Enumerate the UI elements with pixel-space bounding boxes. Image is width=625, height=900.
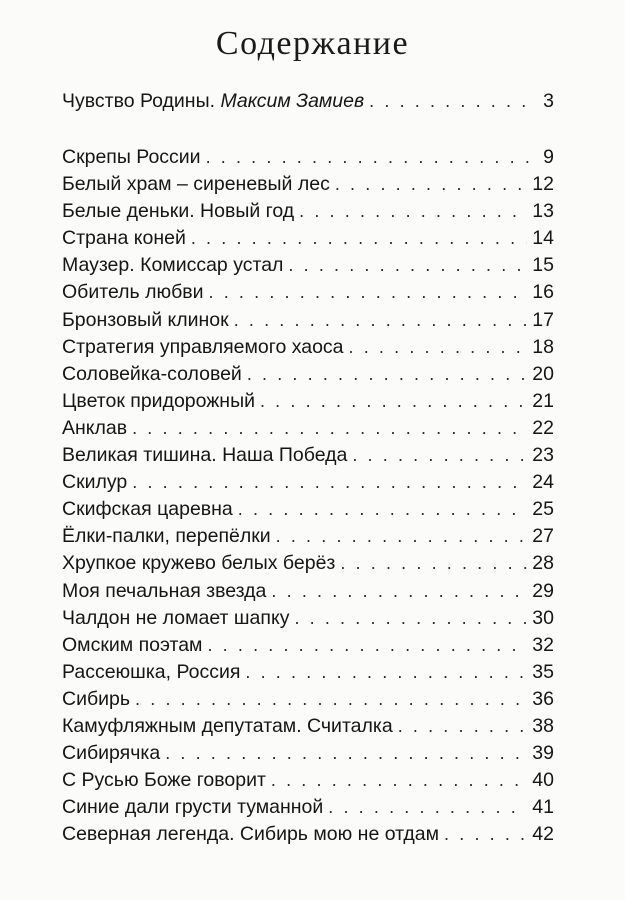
toc-entry-page: 23 xyxy=(532,444,554,467)
dot-leader xyxy=(234,307,528,334)
toc-entry xyxy=(62,334,554,361)
dot-leader xyxy=(349,334,528,361)
dot-leader xyxy=(369,88,538,115)
toc-entry-intro xyxy=(62,88,554,115)
toc-entry-page: 36 xyxy=(532,687,554,710)
toc-entry xyxy=(62,605,554,632)
toc-entry xyxy=(62,713,554,740)
toc-entry-page: 28 xyxy=(532,552,554,575)
toc-entry xyxy=(62,171,554,198)
toc-entry-title: Скифская царевна xyxy=(62,498,233,521)
dot-leader xyxy=(352,442,527,469)
toc-entry-page: 38 xyxy=(532,714,554,737)
toc-entry-title: Великая тишина. Наша Победа xyxy=(62,444,348,467)
toc-entry xyxy=(62,550,554,577)
toc-entry-page: 13 xyxy=(532,200,554,223)
dot-leader xyxy=(398,713,528,740)
toc-entry xyxy=(62,659,554,686)
toc-entry xyxy=(62,794,554,821)
toc-entry-title: Обитель любви xyxy=(62,281,204,304)
dot-leader xyxy=(238,496,528,523)
toc-entry-page: 39 xyxy=(532,742,554,765)
toc-entry-title: С Русью Боже говорит xyxy=(62,769,266,792)
dot-leader xyxy=(288,252,527,279)
toc-entry-title xyxy=(62,88,364,115)
toc-intro xyxy=(62,88,554,115)
toc-entry xyxy=(62,225,554,252)
dot-leader xyxy=(132,415,527,442)
dot-leader xyxy=(132,469,527,496)
toc-entry-title: Скрепы России xyxy=(62,146,201,168)
toc-entry-title: Ёлки-палки, перепёлки xyxy=(62,525,271,548)
dot-leader xyxy=(340,550,527,577)
toc-entry-title: Бронзовый клинок xyxy=(62,308,229,331)
toc-entry-title: Рассеюшка, Россия xyxy=(62,660,241,683)
toc-entry-page: 3 xyxy=(543,90,554,112)
toc-entry-page: 22 xyxy=(532,416,554,439)
toc-entry-title: Хрупкое кружево белых берёз xyxy=(62,552,336,575)
toc-entry-title: Северная легенда. Сибирь мою не отдам xyxy=(62,823,440,846)
toc-entry-title: Камуфляжным депутатам. Считалка xyxy=(62,714,393,737)
toc-entry xyxy=(62,767,554,794)
dot-leader xyxy=(191,225,527,252)
page-title: Содержание xyxy=(215,25,410,62)
dot-leader xyxy=(276,523,528,550)
dot-leader xyxy=(444,821,527,848)
toc-entry xyxy=(62,821,554,848)
toc-entry-title: Омским поэтам xyxy=(62,633,203,656)
toc-entry-title: Синие дали грусти туманной xyxy=(62,796,324,819)
toc-entry-title: Белые деньки. Новый год xyxy=(62,200,295,223)
toc-entry xyxy=(62,144,554,171)
toc-entry-page: 35 xyxy=(532,660,554,683)
toc-entry-page: 27 xyxy=(532,525,554,548)
toc-entry xyxy=(62,578,554,605)
dot-leader xyxy=(335,171,527,198)
toc-entry-title: Анклав xyxy=(62,416,128,439)
toc-entry xyxy=(62,442,554,469)
toc-entry xyxy=(62,252,554,279)
toc-entry-title: Соловейка-соловей xyxy=(62,362,242,385)
toc-entry-page: 32 xyxy=(532,633,554,656)
toc-entry-page: 15 xyxy=(532,254,554,277)
toc-entry xyxy=(62,523,554,550)
toc-entry-page: 24 xyxy=(532,471,554,494)
dot-leader xyxy=(328,794,527,821)
toc-entry-page: 18 xyxy=(532,335,554,358)
toc-entry-title: Белый храм – сиреневый лес xyxy=(62,173,330,196)
toc-entry-author: Максим Замиев xyxy=(220,90,365,112)
toc-list xyxy=(62,144,554,848)
dot-leader xyxy=(260,388,527,415)
toc-entry-page: 20 xyxy=(532,362,554,385)
toc-entry xyxy=(62,496,554,523)
toc-entry-title-text: Чувство Родины. xyxy=(62,90,216,112)
toc-entry-title: Сибирячка xyxy=(62,742,161,765)
toc-entry xyxy=(62,632,554,659)
toc-entry-page: 21 xyxy=(532,389,554,412)
toc-entry-page: 42 xyxy=(532,823,554,846)
toc-entry xyxy=(62,740,554,767)
dot-leader xyxy=(165,740,527,767)
toc-entry-page: 16 xyxy=(532,281,554,304)
toc-entry xyxy=(62,686,554,713)
toc-entry-page: 40 xyxy=(532,769,554,792)
toc-entry-title: Страна коней xyxy=(62,227,186,250)
toc-entry xyxy=(62,307,554,334)
toc-entry-page: 29 xyxy=(532,579,554,602)
toc-entry xyxy=(62,415,554,442)
toc-entry-title: Чалдон не ломает шапку xyxy=(62,606,290,629)
dot-leader xyxy=(206,144,539,171)
dot-leader xyxy=(135,686,527,713)
toc-entry-title: Сибирь xyxy=(62,687,131,710)
toc-entry-page: 17 xyxy=(532,308,554,331)
toc-entry xyxy=(62,388,554,415)
toc-entry-title: Скилур xyxy=(62,471,128,494)
dot-leader xyxy=(271,578,527,605)
toc-entry-page: 12 xyxy=(532,173,554,196)
toc-entry-page: 14 xyxy=(532,227,554,250)
toc-entry-title: Цветок придорожный xyxy=(62,389,255,412)
toc-entry xyxy=(62,198,554,225)
dot-leader xyxy=(299,198,527,225)
dot-leader xyxy=(207,632,527,659)
toc-entry-page: 30 xyxy=(532,606,554,629)
toc-entry-page: 9 xyxy=(543,146,554,168)
toc-entry xyxy=(62,279,554,306)
dot-leader xyxy=(294,605,527,632)
dot-leader xyxy=(245,659,527,686)
toc-entry xyxy=(62,469,554,496)
dot-leader xyxy=(271,767,527,794)
toc-entry-page: 41 xyxy=(532,796,554,819)
dot-leader xyxy=(247,361,527,388)
toc-entry xyxy=(62,361,554,388)
toc-entry-page: 25 xyxy=(532,498,554,521)
toc-entry-title: Стратегия управляемого хаоса xyxy=(62,335,344,358)
toc-entry-title: Маузер. Комиссар устал xyxy=(62,254,284,277)
toc-entry-title: Моя печальная звезда xyxy=(62,579,267,602)
dot-leader xyxy=(209,279,528,306)
